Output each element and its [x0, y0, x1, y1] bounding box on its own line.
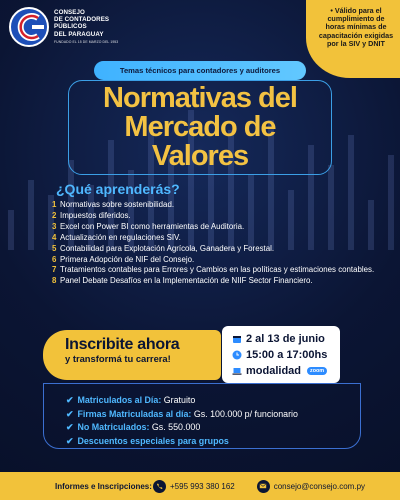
zoom-logo: zoom [307, 367, 327, 375]
background-bar [8, 210, 14, 250]
learn-heading: ¿Qué aprenderás? [56, 181, 180, 197]
pricing-box [43, 383, 361, 449]
title-line: Normativas del [103, 82, 297, 114]
price-row [66, 394, 360, 408]
price-value: Gratuito [161, 395, 196, 405]
list-item [52, 200, 382, 211]
clock-icon [232, 350, 242, 360]
check-icon: ✔ [66, 422, 74, 433]
validity-badge: • Válido para el cumplimiento de horas mínimas de capacitación exigidas por la SIV y DNIT [306, 0, 400, 78]
item-number: 6 [52, 254, 57, 264]
list-item [52, 255, 382, 266]
price-row [66, 408, 360, 422]
check-icon: ✔ [66, 435, 74, 446]
check-icon: ✔ [66, 408, 74, 419]
item-text: Contabilidad para Explotación Agrícola, Ganadera y Forestal. [60, 243, 275, 253]
whatsapp-icon [153, 480, 166, 493]
item-number: 2 [52, 210, 57, 220]
item-number: 8 [52, 276, 57, 286]
price-value: Gs. 100.000 p/ funcionario [191, 408, 298, 419]
check-icon: ✔ [66, 395, 74, 405]
event-details-card [222, 326, 340, 383]
item-number: 5 [52, 243, 57, 253]
price-row [66, 421, 360, 435]
topic-pill: Temas técnicos para contadores y auditores [94, 61, 306, 80]
list-item [52, 265, 382, 276]
price-label: Firmas Matriculadas al día: [77, 408, 192, 419]
whatsapp-contact[interactable] [153, 480, 235, 493]
page-title [0, 84, 400, 171]
event-time: 15:00 a 17:00hs [246, 349, 328, 361]
footer-phone: +595 993 380 162 [170, 481, 235, 491]
time-row [232, 347, 340, 363]
topics-list [52, 200, 382, 287]
org-name-line: PÚBLICOS [54, 23, 87, 31]
item-number: 4 [52, 232, 57, 242]
list-item [52, 276, 382, 287]
footer-label: Informes e Inscripciones: [55, 481, 152, 491]
price-label: No Matriculados: [77, 422, 150, 433]
event-mode: modalidad [246, 365, 302, 377]
footer-email: consejo@consejo.com.py [273, 481, 366, 491]
register-heading: Inscribite ahora [65, 336, 180, 353]
org-name [54, 9, 118, 46]
footer [0, 472, 400, 500]
mode-row [232, 363, 340, 379]
price-label: Descuentos especiales para grupos [77, 435, 229, 446]
email-contact[interactable] [257, 480, 365, 493]
list-item [52, 211, 382, 222]
register-banner[interactable] [43, 330, 221, 380]
email-icon [257, 480, 270, 493]
price-label: Matriculados al Día: [77, 395, 162, 405]
list-item [52, 244, 382, 255]
item-number: 1 [52, 200, 57, 209]
org-logo [8, 6, 118, 48]
item-number: 7 [52, 265, 57, 275]
date-row [232, 331, 340, 347]
item-text: Panel Debate Desafíos en la Implementación de NIIF Sector Financiero. [60, 276, 313, 286]
item-text: Tratamientos contables para Errores y Cambios en las políticas y estimaciones contables. [60, 265, 375, 275]
title-line: Valores [151, 140, 249, 172]
org-name-line: CONSEJO [54, 9, 85, 16]
org-name-line: DE CONTADORES [54, 16, 110, 24]
item-text: Impuestos diferidos. [60, 210, 131, 220]
item-text: Primera Adopción de NIF del Consejo. [60, 254, 195, 264]
price-value: Gs. 550.000 [149, 422, 201, 433]
list-item [52, 222, 382, 233]
list-item [52, 233, 382, 244]
item-number: 3 [52, 221, 57, 231]
title-line: Mercado de [124, 111, 276, 143]
logo-emblem-icon [8, 6, 50, 48]
background-bar [28, 180, 34, 250]
register-subheading: y transformá tu carrera! [65, 353, 171, 364]
event-dates: 2 al 13 de junio [246, 333, 325, 345]
org-name-line: DEL PARAGUAY [54, 30, 104, 38]
laptop-icon [232, 366, 242, 376]
item-text: Excel con Power BI como herramientas de Auditoria. [60, 221, 245, 231]
calendar-icon [232, 334, 242, 344]
price-row [66, 435, 360, 449]
org-founded: FUNDADO EL 15 DE MARZO DEL 1953 [54, 39, 119, 44]
item-text: Normativas sobre sostenibilidad. [60, 200, 175, 209]
item-text: Actualización en regulaciones SIV. [60, 232, 181, 242]
